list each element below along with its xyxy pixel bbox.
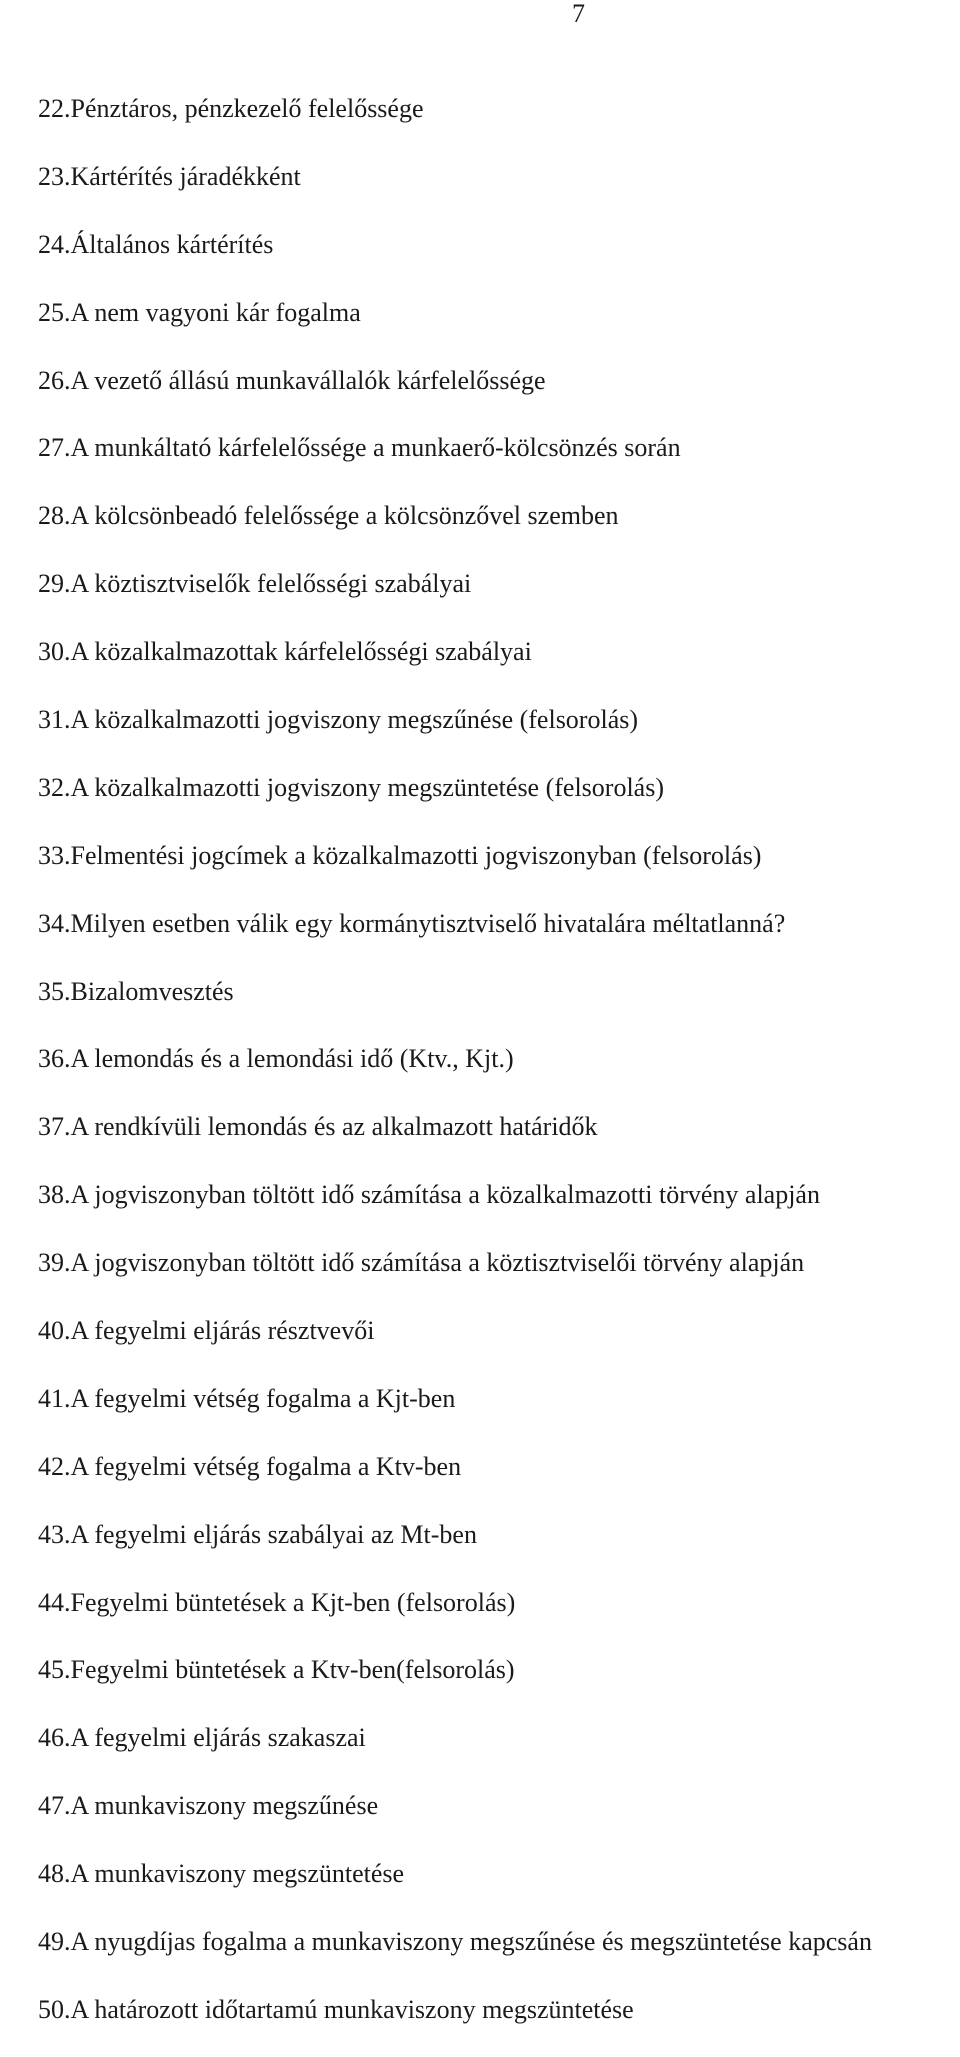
topic-number: 40 .	[38, 1310, 71, 1352]
topic-text: A nem vagyoni kár fogalma	[70, 297, 361, 327]
list-item	[38, 1174, 953, 1242]
topic-text: Felmentési jogcímek a közalkalmazotti jogviszonyban (felsorolás)	[70, 840, 762, 870]
topic-text: Milyen esetben válik egy kormánytisztviselő hivatalára méltatlanná?	[70, 908, 786, 938]
list-item	[38, 971, 953, 1039]
list-item	[38, 1038, 953, 1106]
list-item	[38, 1853, 953, 1921]
topic-number: 31 .	[38, 699, 71, 741]
list-item	[38, 88, 953, 156]
topic-text: A fegyelmi vétség fogalma a Ktv-ben	[70, 1451, 462, 1481]
topic-text: A fegyelmi vétség fogalma a Kjt-ben	[70, 1383, 456, 1413]
list-item	[38, 1514, 953, 1582]
topic-number: 29 .	[38, 563, 71, 605]
topic-text: Fegyelmi büntetések a Ktv-ben(felsorolás)	[70, 1655, 515, 1685]
list-item	[38, 427, 953, 495]
topic-text: A jogviszonyban töltött idő számítása a köztisztviselői törvény alapján	[70, 1248, 805, 1278]
topic-text: A határozott időtartamú munkaviszony megszüntetése	[70, 1994, 634, 2024]
list-item	[38, 1649, 953, 1717]
topic-text: A fegyelmi eljárás résztvevői	[70, 1316, 375, 1346]
topic-text: A jogviszonyban töltött idő számítása a közalkalmazotti törvény alapján	[70, 1180, 820, 1210]
list-item	[38, 1989, 953, 2057]
topic-number: 43 .	[38, 1514, 71, 1556]
topic-number: 25 .	[38, 292, 71, 334]
topic-number: 50 .	[38, 1989, 71, 2031]
list-item	[38, 699, 953, 767]
topic-text: Kártérítés járadékként	[70, 161, 301, 191]
topic-number: 48 .	[38, 1853, 71, 1895]
list-item	[38, 1785, 953, 1853]
topic-text: A köztisztviselők felelősségi szabályai	[70, 569, 472, 599]
topic-list	[38, 88, 953, 2057]
topic-number: 46 .	[38, 1717, 71, 1759]
list-item	[38, 631, 953, 699]
list-item	[38, 1446, 953, 1514]
list-item	[38, 224, 953, 292]
topic-text: A nyugdíjas fogalma a munkaviszony megszűnése és megszüntetése kapcsán	[70, 1927, 872, 1957]
topic-number: 44 .	[38, 1582, 71, 1624]
topic-text: A közalkalmazottak kárfelelősségi szabályai	[70, 637, 532, 667]
topic-number: 26 .	[38, 360, 71, 402]
list-item	[38, 563, 953, 631]
topic-text: A közalkalmazotti jogviszony megszűnése (felsorolás)	[70, 705, 639, 735]
list-item	[38, 767, 953, 835]
topic-text: A munkáltató kárfelelőssége a munkaerő-kölcsönzés során	[70, 433, 681, 463]
topic-number: 30 .	[38, 631, 71, 673]
topic-number: 22 .	[38, 88, 71, 130]
list-item	[38, 1378, 953, 1446]
topic-number: 39 .	[38, 1242, 71, 1284]
topic-text: A fegyelmi eljárás szakaszai	[70, 1723, 366, 1753]
topic-text: Általános kártérítés	[70, 229, 274, 259]
topic-text: A fegyelmi eljárás szabályai az Mt-ben	[70, 1519, 477, 1549]
topic-number: 38 .	[38, 1174, 71, 1216]
topic-number: 35 .	[38, 971, 71, 1013]
list-item	[38, 1106, 953, 1174]
topic-text: A munkaviszony megszűnése	[70, 1791, 379, 1821]
topic-number: 37 .	[38, 1106, 71, 1148]
topic-text: A lemondás és a lemondási idő (Ktv., Kjt.)	[70, 1044, 514, 1074]
topic-number: 33 .	[38, 835, 71, 877]
topic-text: Fegyelmi büntetések a Kjt-ben (felsorolás)	[70, 1587, 516, 1617]
topic-number: 27 .	[38, 427, 71, 469]
list-item	[38, 360, 953, 428]
topic-number: 36 .	[38, 1038, 71, 1080]
topic-text: Pénztáros, pénzkezelő felelőssége	[70, 94, 424, 123]
topic-text: A kölcsönbeadó felelőssége a kölcsönzővel szemben	[70, 501, 619, 531]
page-number: 7	[572, 0, 585, 28]
list-item	[38, 835, 953, 903]
topic-text: A munkaviszony megszüntetése	[70, 1859, 405, 1889]
topic-number: 23 .	[38, 156, 71, 198]
topic-number: 32 .	[38, 767, 71, 809]
topic-text: A vezető állású munkavállalók kárfelelőssége	[70, 365, 546, 395]
list-item	[38, 1921, 953, 1989]
list-item	[38, 292, 953, 360]
topic-text: A rendkívüli lemondás és az alkalmazott határidők	[70, 1112, 598, 1142]
topic-number: 42 .	[38, 1446, 71, 1488]
list-item	[38, 495, 953, 563]
topic-number: 28 .	[38, 495, 71, 537]
topic-number: 45 .	[38, 1649, 71, 1691]
topic-number: 24 .	[38, 224, 71, 266]
list-item	[38, 156, 953, 224]
topic-number: 34 .	[38, 903, 71, 945]
topic-text: A közalkalmazotti jogviszony megszüntetése (felsorolás)	[70, 772, 664, 802]
list-item	[38, 1582, 953, 1650]
list-item	[38, 903, 953, 971]
list-item	[38, 1717, 953, 1785]
list-item	[38, 1310, 953, 1378]
topic-text: Bizalomvesztés	[70, 976, 234, 1006]
topic-number: 41 .	[38, 1378, 71, 1420]
topic-number: 47 .	[38, 1785, 71, 1827]
list-item	[38, 1242, 953, 1310]
topic-number: 49 .	[38, 1921, 71, 1963]
